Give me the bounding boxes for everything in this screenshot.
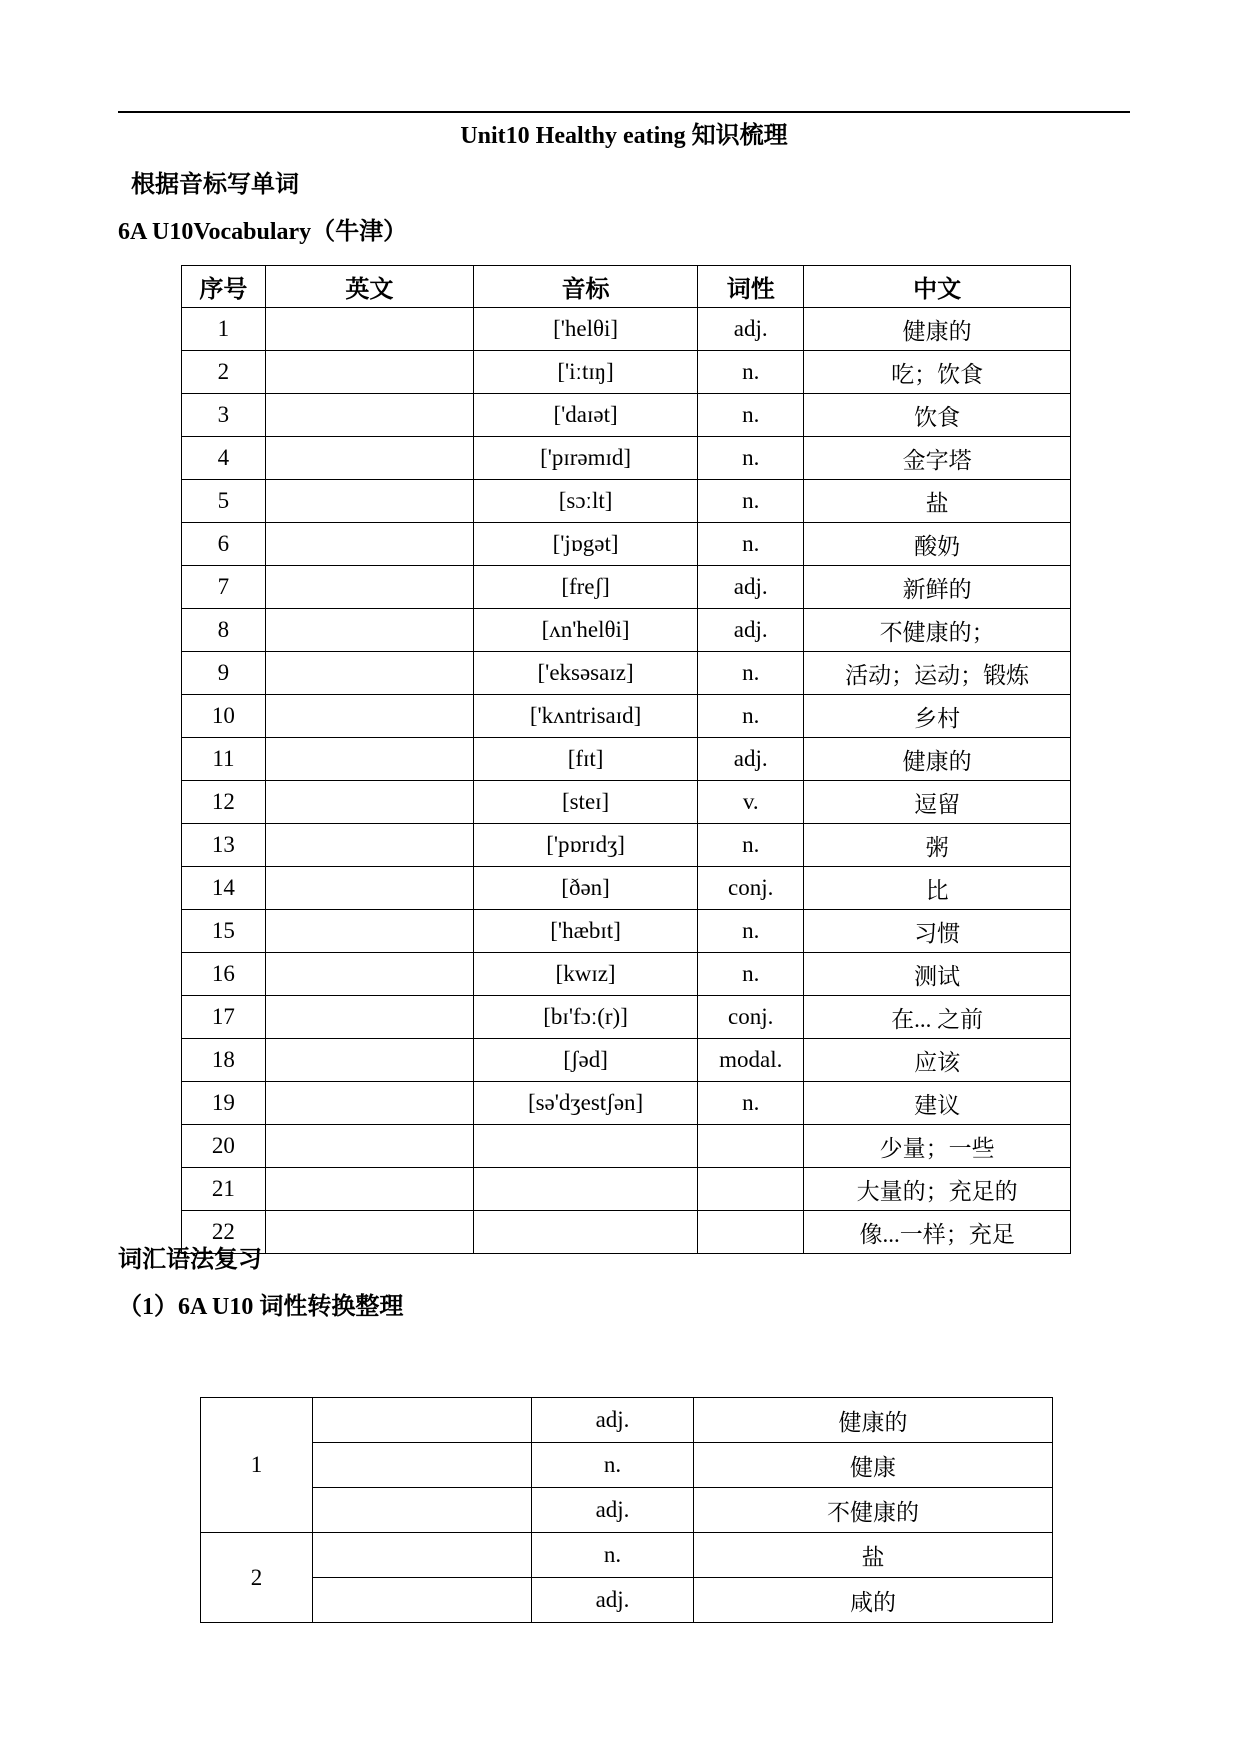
cell-chinese: 健康的	[694, 1398, 1053, 1443]
cell-part-of-speech: adj.	[698, 566, 804, 609]
cell-part-of-speech: adj.	[698, 738, 804, 781]
cell-phonetic: ['pɪrəmɪd]	[473, 437, 697, 480]
cell-number: 22	[182, 1211, 266, 1254]
cell-part-of-speech: adj.	[532, 1488, 694, 1533]
cell-chinese: 建议	[804, 1082, 1071, 1125]
cell-chinese: 大量的；充足的	[804, 1168, 1071, 1211]
table-row	[182, 953, 1071, 996]
cell-part-of-speech: n.	[698, 1082, 804, 1125]
cell-part-of-speech	[698, 1211, 804, 1254]
cell-chinese: 在... 之前	[804, 996, 1071, 1039]
cell-part-of-speech: n.	[698, 523, 804, 566]
cell-english-blank[interactable]	[265, 953, 473, 996]
cell-chinese: 吃；饮食	[804, 351, 1071, 394]
table-row	[201, 1533, 1053, 1578]
cell-phonetic	[473, 1125, 697, 1168]
cell-chinese: 测试	[804, 953, 1071, 996]
table-row	[201, 1488, 1053, 1533]
cell-word-blank[interactable]	[313, 1533, 532, 1578]
cell-part-of-speech	[698, 1168, 804, 1211]
cell-phonetic: [bɪ'fɔː(r)]	[473, 996, 697, 1039]
cell-phonetic: [ʃəd]	[473, 1039, 697, 1082]
conversion-heading: （1）6A U10 词性转换整理	[118, 1294, 404, 1320]
word-conversion-table	[200, 1397, 1053, 1623]
section-heading-spelling: 根据音标写单词	[131, 172, 299, 198]
table-row	[182, 394, 1071, 437]
cell-number: 2	[182, 351, 266, 394]
cell-phonetic: [kwɪz]	[473, 953, 697, 996]
cell-chinese: 金字塔	[804, 437, 1071, 480]
table-row	[182, 738, 1071, 781]
table-row	[182, 1168, 1071, 1211]
cell-word-blank[interactable]	[313, 1578, 532, 1623]
cell-english-blank[interactable]	[265, 1125, 473, 1168]
table-row	[182, 996, 1071, 1039]
cell-part-of-speech: n.	[698, 652, 804, 695]
cell-number: 13	[182, 824, 266, 867]
column-header-phonetic: 音标	[473, 266, 697, 308]
cell-word-blank[interactable]	[313, 1398, 532, 1443]
cell-number: 16	[182, 953, 266, 996]
cell-number: 17	[182, 996, 266, 1039]
cell-phonetic: [sɔːlt]	[473, 480, 697, 523]
section-heading-review: 词汇语法复习	[118, 1247, 262, 1273]
header-rule	[118, 111, 1130, 113]
table-row	[182, 480, 1071, 523]
cell-chinese: 酸奶	[804, 523, 1071, 566]
cell-chinese: 健康的	[804, 308, 1071, 351]
cell-english-blank[interactable]	[265, 1211, 473, 1254]
table-row	[182, 824, 1071, 867]
cell-chinese: 粥	[804, 824, 1071, 867]
cell-chinese: 应该	[804, 1039, 1071, 1082]
table-row	[182, 1125, 1071, 1168]
cell-chinese: 不健康的；	[804, 609, 1071, 652]
cell-group-number: 1	[201, 1398, 313, 1533]
cell-phonetic: ['kʌntrisaɪd]	[473, 695, 697, 738]
table-row	[201, 1578, 1053, 1623]
cell-phonetic: ['helθi]	[473, 308, 697, 351]
table-row	[182, 1039, 1071, 1082]
cell-chinese: 逗留	[804, 781, 1071, 824]
cell-english-blank[interactable]	[265, 1168, 473, 1211]
cell-part-of-speech: adj.	[698, 308, 804, 351]
cell-english-blank[interactable]	[265, 738, 473, 781]
cell-part-of-speech: n.	[532, 1533, 694, 1578]
cell-english-blank[interactable]	[265, 824, 473, 867]
cell-phonetic: [steɪ]	[473, 781, 697, 824]
cell-english-blank[interactable]	[265, 1039, 473, 1082]
cell-part-of-speech	[698, 1125, 804, 1168]
cell-word-blank[interactable]	[313, 1488, 532, 1533]
cell-part-of-speech: n.	[698, 480, 804, 523]
cell-phonetic	[473, 1211, 697, 1254]
table-row	[182, 1082, 1071, 1125]
cell-part-of-speech: v.	[698, 781, 804, 824]
cell-chinese: 新鲜的	[804, 566, 1071, 609]
table-row	[182, 781, 1071, 824]
cell-number: 5	[182, 480, 266, 523]
cell-english-blank[interactable]	[265, 308, 473, 351]
cell-phonetic: [sə'dʒestʃən]	[473, 1082, 697, 1125]
cell-part-of-speech: adj.	[532, 1578, 694, 1623]
vocabulary-table	[181, 265, 1071, 1254]
cell-number: 6	[182, 523, 266, 566]
cell-phonetic: ['hæbɪt]	[473, 910, 697, 953]
page-title: Unit10 Healthy eating 知识梳理	[460, 123, 788, 149]
cell-chinese: 像...一样；充足	[804, 1211, 1071, 1254]
cell-english-blank[interactable]	[265, 910, 473, 953]
cell-number: 21	[182, 1168, 266, 1211]
cell-part-of-speech: n.	[698, 910, 804, 953]
cell-number: 18	[182, 1039, 266, 1082]
cell-number: 11	[182, 738, 266, 781]
table-row	[182, 910, 1071, 953]
cell-number: 8	[182, 609, 266, 652]
cell-part-of-speech: n.	[698, 695, 804, 738]
cell-english-blank[interactable]	[265, 351, 473, 394]
cell-number: 19	[182, 1082, 266, 1125]
cell-phonetic: [fɪt]	[473, 738, 697, 781]
cell-part-of-speech: conj.	[698, 867, 804, 910]
vocabulary-heading: 6A U10Vocabulary（牛津）	[118, 219, 408, 245]
cell-english-blank[interactable]	[265, 781, 473, 824]
cell-phonetic: [freʃ]	[473, 566, 697, 609]
table-row	[182, 867, 1071, 910]
cell-number: 3	[182, 394, 266, 437]
table-row	[201, 1398, 1053, 1443]
table-row	[182, 566, 1071, 609]
cell-chinese: 少量；一些	[804, 1125, 1071, 1168]
cell-phonetic: [ðən]	[473, 867, 697, 910]
cell-part-of-speech: n.	[698, 351, 804, 394]
cell-chinese: 习惯	[804, 910, 1071, 953]
cell-phonetic: ['eksəsaɪz]	[473, 652, 697, 695]
cell-number: 9	[182, 652, 266, 695]
cell-chinese: 活动；运动；锻炼	[804, 652, 1071, 695]
cell-phonetic	[473, 1168, 697, 1211]
table-row	[182, 523, 1071, 566]
cell-number: 15	[182, 910, 266, 953]
cell-english-blank[interactable]	[265, 1082, 473, 1125]
cell-word-blank[interactable]	[313, 1443, 532, 1488]
cell-phonetic: [ʌn'helθi]	[473, 609, 697, 652]
table-row	[182, 437, 1071, 480]
cell-number: 7	[182, 566, 266, 609]
cell-part-of-speech: adj.	[532, 1398, 694, 1443]
table-row	[182, 308, 1071, 351]
table-row	[182, 695, 1071, 738]
cell-english-blank[interactable]	[265, 480, 473, 523]
table-row	[182, 652, 1071, 695]
cell-phonetic: ['jɒgət]	[473, 523, 697, 566]
cell-part-of-speech: n.	[698, 437, 804, 480]
cell-part-of-speech: n.	[698, 394, 804, 437]
cell-chinese: 不健康的	[694, 1488, 1053, 1533]
cell-group-number: 2	[201, 1533, 313, 1623]
cell-chinese: 咸的	[694, 1578, 1053, 1623]
cell-chinese: 健康的	[804, 738, 1071, 781]
cell-phonetic: ['pɒrɪdʒ]	[473, 824, 697, 867]
cell-number: 10	[182, 695, 266, 738]
cell-number: 20	[182, 1125, 266, 1168]
cell-part-of-speech: n.	[698, 953, 804, 996]
table-row	[201, 1443, 1053, 1488]
cell-chinese: 盐	[804, 480, 1071, 523]
cell-english-blank[interactable]	[265, 523, 473, 566]
cell-english-blank[interactable]	[265, 566, 473, 609]
cell-english-blank[interactable]	[265, 437, 473, 480]
cell-english-blank[interactable]	[265, 394, 473, 437]
cell-phonetic: ['iːtɪŋ]	[473, 351, 697, 394]
cell-english-blank[interactable]	[265, 996, 473, 1039]
cell-english-blank[interactable]	[265, 609, 473, 652]
cell-part-of-speech: conj.	[698, 996, 804, 1039]
cell-part-of-speech: adj.	[698, 609, 804, 652]
cell-chinese: 乡村	[804, 695, 1071, 738]
vocabulary-header-row	[182, 266, 1071, 308]
column-header-part-of-speech: 词性	[698, 266, 804, 308]
table-row	[182, 609, 1071, 652]
cell-english-blank[interactable]	[265, 652, 473, 695]
cell-part-of-speech: modal.	[698, 1039, 804, 1082]
cell-english-blank[interactable]	[265, 695, 473, 738]
cell-chinese: 比	[804, 867, 1071, 910]
cell-phonetic: ['daɪət]	[473, 394, 697, 437]
cell-chinese: 盐	[694, 1533, 1053, 1578]
column-header-number: 序号	[182, 266, 266, 308]
column-header-chinese: 中文	[804, 266, 1071, 308]
column-header-english: 英文	[265, 266, 473, 308]
cell-number: 1	[182, 308, 266, 351]
table-row	[182, 1211, 1071, 1254]
cell-number: 4	[182, 437, 266, 480]
cell-number: 14	[182, 867, 266, 910]
cell-number: 12	[182, 781, 266, 824]
table-row	[182, 351, 1071, 394]
cell-english-blank[interactable]	[265, 867, 473, 910]
cell-part-of-speech: n.	[532, 1443, 694, 1488]
cell-part-of-speech: n.	[698, 824, 804, 867]
cell-chinese: 饮食	[804, 394, 1071, 437]
cell-chinese: 健康	[694, 1443, 1053, 1488]
